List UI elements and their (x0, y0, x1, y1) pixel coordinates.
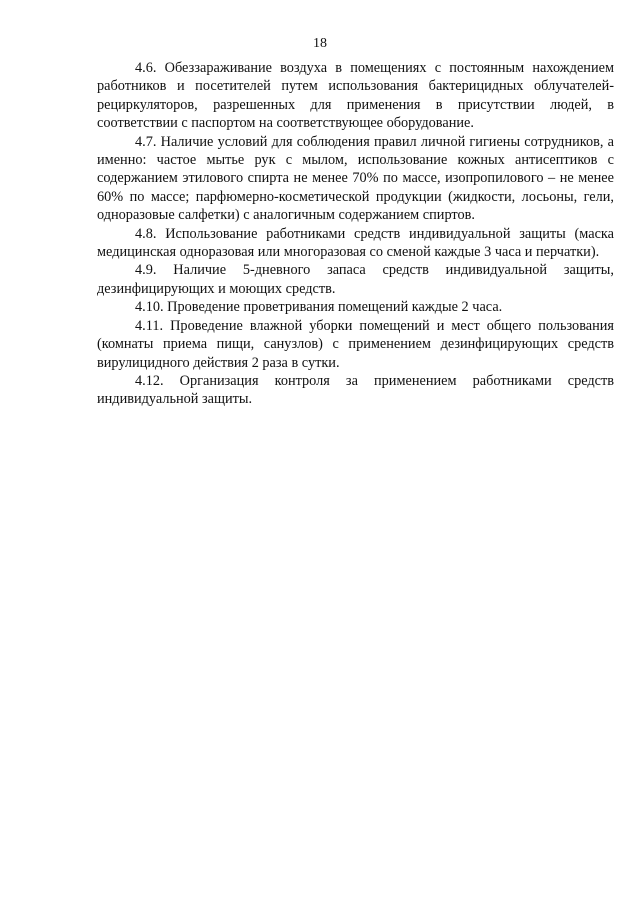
paragraph-4-9: 4.9. Наличие 5-дневного запаса средств индивидуальной защиты, дезинфицирующих и моющих средств. (97, 262, 614, 297)
paragraph-4-6: 4.6. Обеззараживание воздуха в помещениях с постоянным нахождением работников и посетителей путем использования бактерицидных облучателей-рециркуляторов, разрешенных для применения в присутствии людей, в соответствии с паспортом на соответствующее оборудование. (97, 60, 614, 132)
page-number: 18 (313, 36, 327, 51)
paragraph-4-10: 4.10. Проведение проветривания помещений каждые 2 часа. (135, 299, 503, 316)
paragraph-4-8: 4.8. Использование работниками средств индивидуальной защиты (маска медицинская одноразовая или многоразовая со сменой каждые 3 часа и перчатки). (97, 225, 614, 261)
paragraph-4-11: 4.11. Проведение влажной уборки помещений и мест общего пользования (комнаты приема пищи, санузлов) с применением дезинфицирующих средств вирулицидного действия 2 раза в сутки. (97, 317, 614, 371)
paragraph-4-12: 4.12. Организация контроля за применением работниками средств индивидуальной защиты. (97, 372, 614, 408)
document-body (97, 59, 614, 409)
paragraph-4-7: 4.7. Наличие условий для соблюдения правил личной гигиены сотрудников, а именно: частое мытье рук с мылом, использование кожных антисептиков с содержанием этилового спирта не менее 70% по массе, изопропилового – не менее 60% по массе; парфюмерно-косметической продукции (жидкости, лосьоны, гели, одноразовые салфетки) с аналогичным содержанием спиртов. (97, 133, 614, 224)
